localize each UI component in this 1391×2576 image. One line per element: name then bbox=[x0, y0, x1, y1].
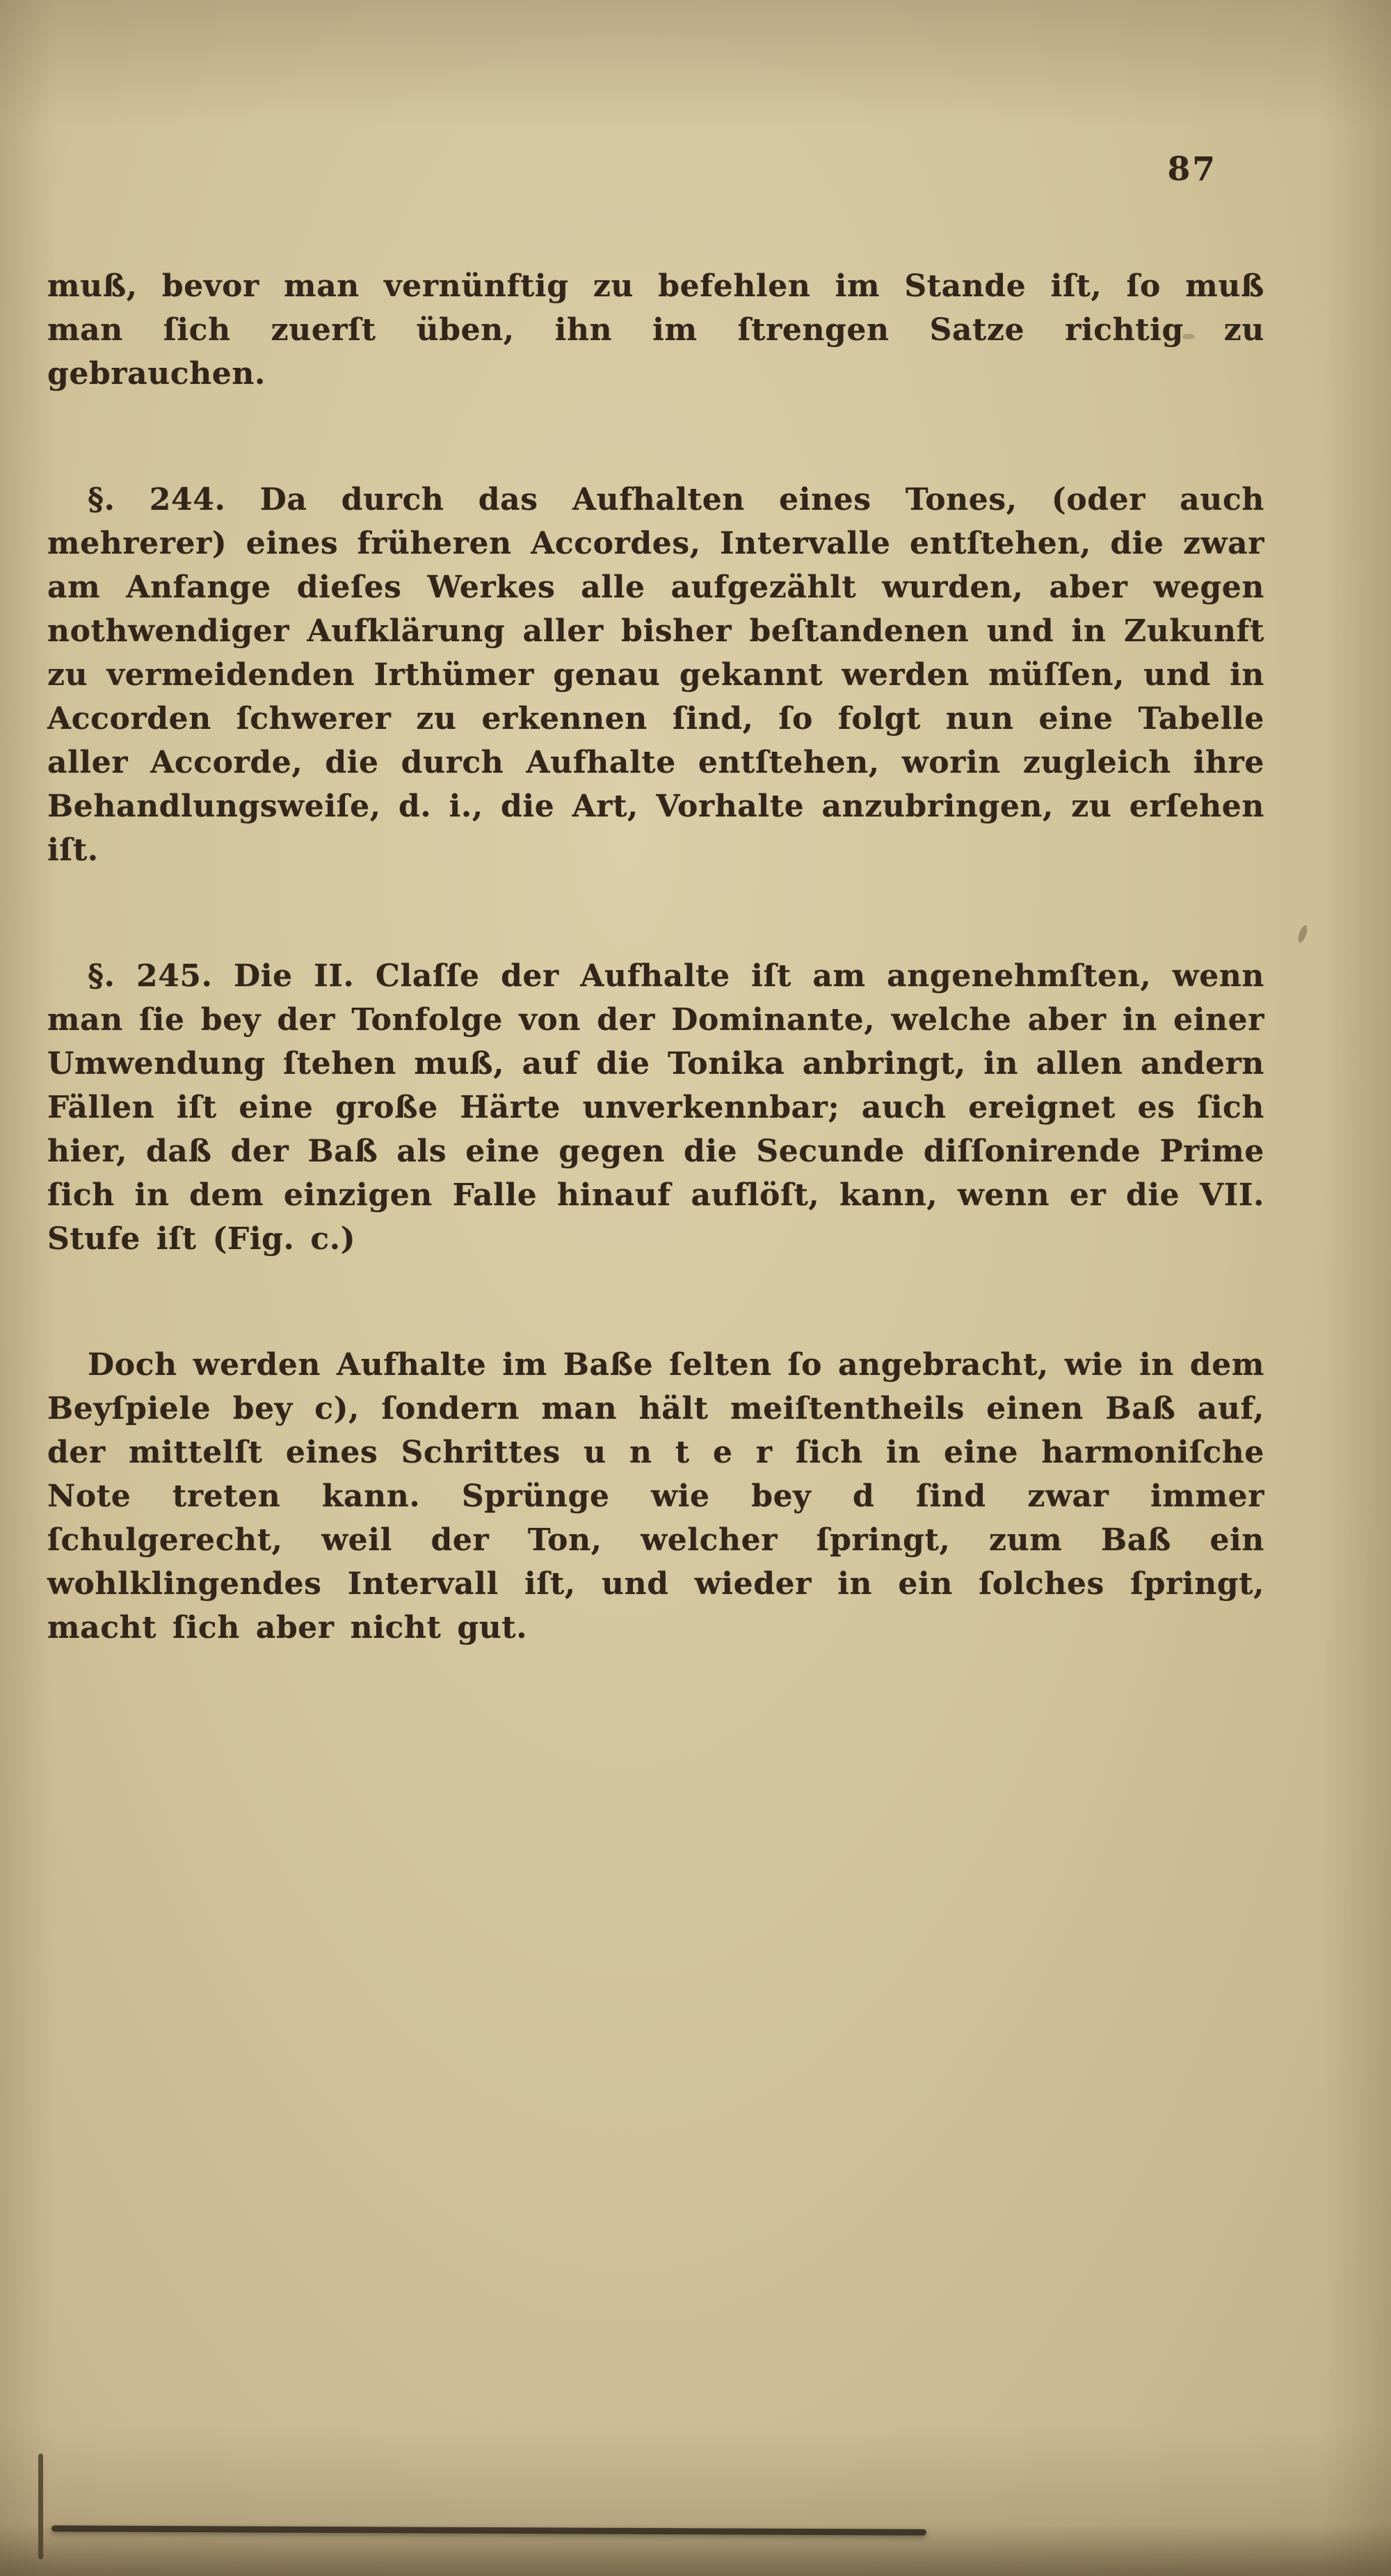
paragraph-section-245: §. 245. Die II. Claſſe der Aufhalte iſt am angenehmſten, wenn man ſie bey der Tonfolge von der Dominante, welche aber in einer Umwendung ſtehen muß, auf die Tonika anbringt, in allen andern Fällen iſt eine große Härte unverkennbar; auch ereignet es ſich hier, daß der Baß als eine gegen die Secunde diſſonirende Prime ſich in dem einzigen Falle hinauf auflöſt, kann, wenn er die VII. Stufe iſt (Fig. c.) bbox=[47, 958, 1264, 1257]
paragraph-section-244: §. 244. Da durch das Aufhalten eines Tones, (oder auch mehrerer) eines früheren Accordes, Intervalle entſtehen, die zwar am Anfange dieſes Werkes alle aufgezählt wurden, aber wegen nothwendiger Aufklärung aller bisher beſtandenen und in Zukunft zu vermeidenden Irthümer genau gekannt werden müſſen, und in Accorden ſchwerer zu erkennen ſind, ſo folgt nun eine Tabelle aller Accorde, die durch Aufhalte entſtehen, worin zugleich ihre Behandlungsweiſe, d. i., die Art, Vorhalte anzubringen, zu erſehen iſt. bbox=[47, 482, 1264, 868]
scan-speck bbox=[1296, 924, 1309, 944]
paragraph-closing: Doch werden Aufhalte im Baße ſelten ſo angebracht, wie in dem Beyſpiele bey c), ſondern man hält meiſtentheils einen Baß auf, der mittelſt eines Schrittes u n t e r ſich in eine harmoniſche Note treten kann. Sprünge wie bey d ſind zwar immer ſchulgerecht, weil der Ton, welcher ſpringt, zum Baß ein wohlklingendes Intervall iſt, und wieder in ein ſolches ſpringt, macht ſich aber nicht gut. bbox=[47, 1347, 1264, 1645]
page-number: 87 bbox=[1167, 150, 1217, 188]
scan-speck bbox=[1182, 334, 1195, 339]
paragraph-continuation: muß, bevor man vernünftig zu befehlen im Stande iſt, ſo muß man ſich zuerſt üben, ihn im ſtrengen Satze richtig zu gebrauchen. bbox=[47, 268, 1264, 392]
text-block bbox=[47, 264, 1264, 1732]
